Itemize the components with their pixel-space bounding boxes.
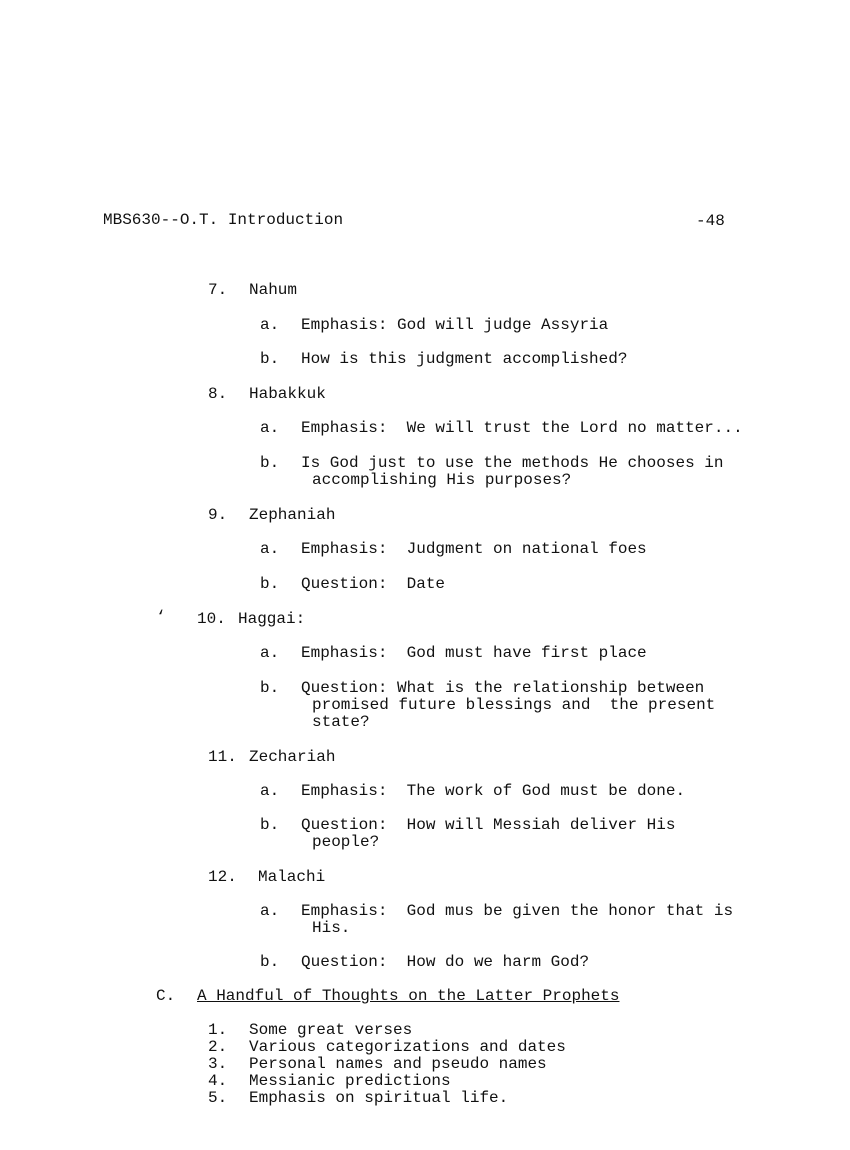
list-item-text: Various categorizations and dates [249, 1038, 566, 1056]
section-c-marker: C. [156, 987, 176, 1005]
item-11b-marker: b. [260, 816, 280, 834]
item-9b-text: Question: Date [301, 575, 446, 593]
item-7a-marker: a. [260, 316, 280, 334]
item-10b-text-line1: Question: What is the relationship between [301, 679, 705, 697]
item-12a-text-line2: His. [312, 919, 351, 937]
item-10a-marker: a. [260, 644, 280, 662]
item-8b-marker: b. [260, 454, 280, 472]
item-10b-text-line3: state? [312, 713, 370, 731]
item-8b-text-line2: accomplishing His purposes? [312, 471, 572, 489]
list-item-text: Messianic predictions [249, 1072, 451, 1090]
list-item-text: Personal names and pseudo names [249, 1055, 547, 1073]
item-10b-text-line2: promised future blessings and the present [312, 696, 716, 714]
item-11b-text-line2: people? [312, 833, 380, 851]
list-item-text: Emphasis on spiritual life. [249, 1089, 509, 1107]
item-7-number: 7. [208, 281, 228, 299]
list-item-text: Some great verses [249, 1021, 413, 1039]
item-12a-text-line1: Emphasis: God mus be given the honor that is [301, 902, 734, 920]
item-12-number: 12. [208, 868, 237, 886]
list-item-number: 3. [208, 1055, 228, 1073]
list-item-number: 2. [208, 1038, 228, 1056]
item-11a-marker: a. [260, 782, 280, 800]
page-number: -48 [696, 212, 725, 230]
course-title: MBS630--O.T. Introduction [103, 211, 344, 229]
item-9-title: Zephaniah [249, 506, 336, 524]
item-11-number: 11. [208, 748, 237, 766]
item-12-title: Malachi [258, 868, 326, 886]
item-11a-text: Emphasis: The work of God must be done. [301, 782, 686, 800]
item-9-number: 9. [208, 506, 228, 524]
item-12b-marker: b. [260, 953, 280, 971]
item-8b-text-line1: Is God just to use the methods He chooses in [301, 454, 724, 472]
item-7a-text: Emphasis: God will judge Assyria [301, 316, 609, 334]
item-7b-text: How is this judgment accomplished? [301, 350, 628, 368]
item-11-title: Zechariah [249, 748, 336, 766]
item-9a-text: Emphasis: Judgment on national foes [301, 540, 647, 558]
item-8a-text: Emphasis: We will trust the Lord no matter... [301, 419, 743, 437]
item-9a-marker: a. [260, 540, 280, 558]
item-8a-marker: a. [260, 419, 280, 437]
item-10-number: 10. [197, 610, 226, 628]
item-7-title: Nahum [249, 281, 298, 299]
item-12b-text: Question: How do we harm God? [301, 953, 590, 971]
section-c-heading: A Handful of Thoughts on the Latter Prophets [197, 987, 620, 1005]
item-12a-marker: a. [260, 902, 280, 920]
list-item-number: 1. [208, 1021, 228, 1039]
item-10b-marker: b. [260, 679, 280, 697]
item-10-title: Haggai: [238, 610, 306, 628]
item-7b-marker: b. [260, 350, 280, 368]
item-11b-text-line1: Question: How will Messiah deliver His [301, 816, 676, 834]
margin-mark: ‘ [156, 608, 166, 626]
item-10a-text: Emphasis: God must have first place [301, 644, 647, 662]
item-8-title: Habakkuk [249, 385, 326, 403]
list-item-number: 4. [208, 1072, 228, 1090]
list-item-number: 5. [208, 1089, 228, 1107]
item-8-number: 8. [208, 385, 228, 403]
item-9b-marker: b. [260, 575, 280, 593]
